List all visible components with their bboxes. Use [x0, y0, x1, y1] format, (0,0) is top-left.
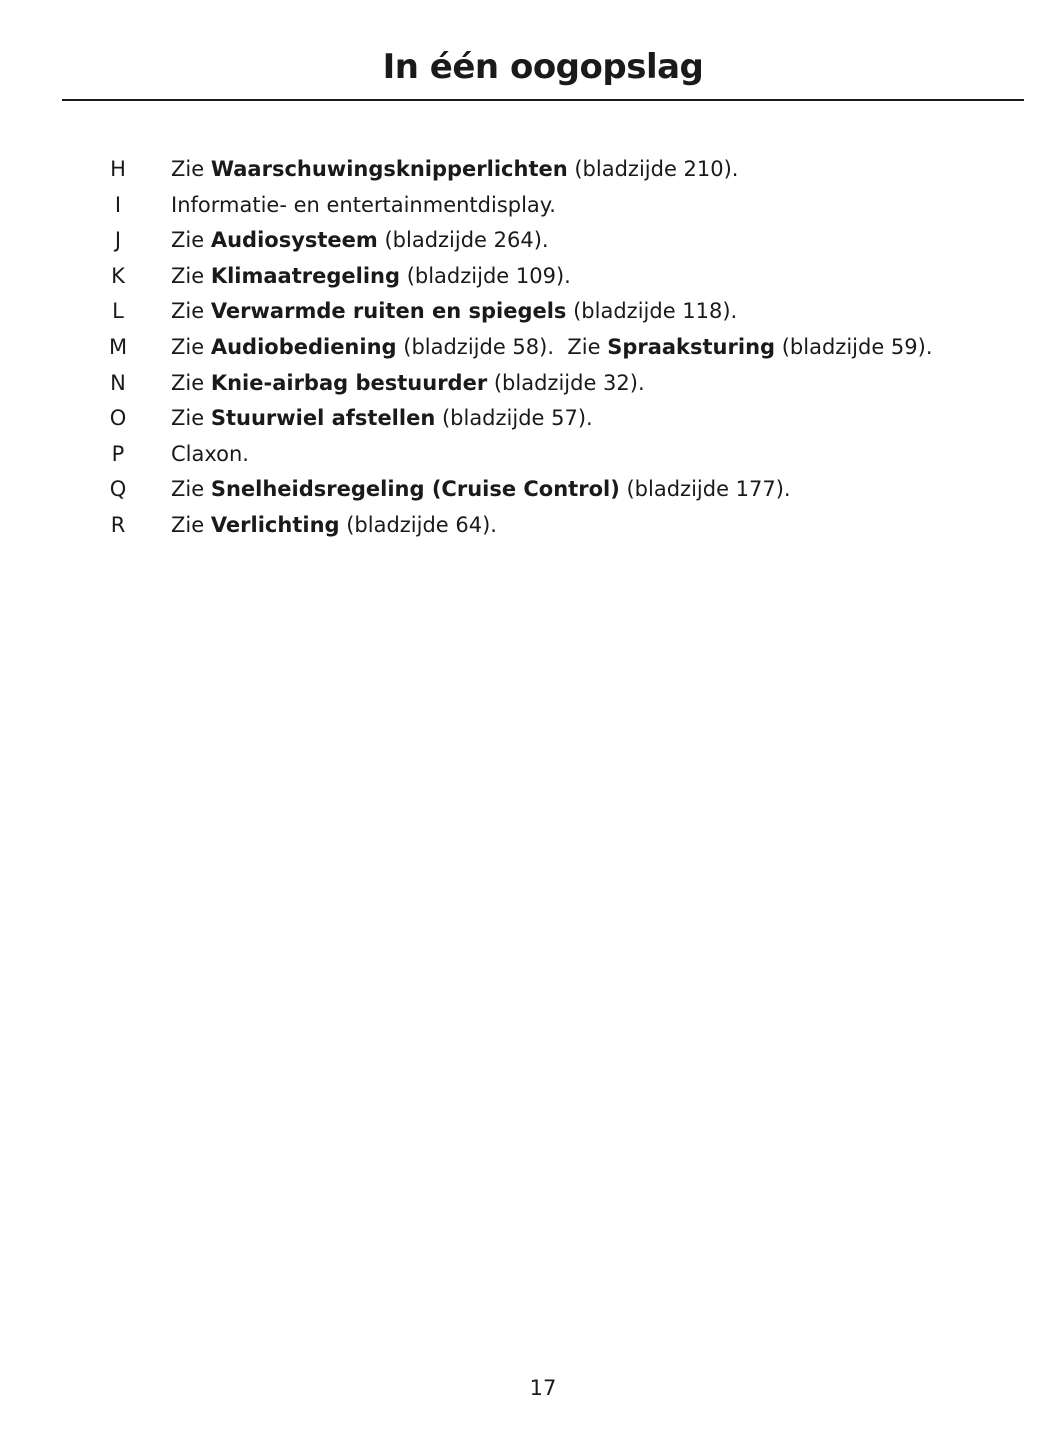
- legend-list: [0, 152, 1056, 544]
- legend-item-prefix: Claxon.: [171, 441, 249, 466]
- legend-item-text: [171, 401, 593, 437]
- legend-item-page-ref: (bladzijde 177).: [619, 477, 791, 502]
- legend-item-reference: Spraaksturing: [607, 334, 776, 359]
- legend-item: [0, 437, 1056, 473]
- legend-item: [0, 366, 1056, 402]
- legend-item-key: M: [108, 334, 128, 359]
- legend-item-prefix: Zie: [171, 334, 211, 359]
- legend-item: [0, 472, 1056, 508]
- legend-item-prefix: Zie: [171, 157, 211, 181]
- legend-item-text: [171, 472, 791, 508]
- legend-item-text: [171, 366, 645, 402]
- legend-item-prefix: Zie: [171, 263, 211, 288]
- legend-item-page-ref: (bladzijde 58).: [396, 334, 555, 359]
- legend-item-reference: Verwarmde ruiten en spiegels: [210, 299, 567, 324]
- legend-item: [0, 508, 1056, 544]
- legend-item-key: Q: [109, 477, 127, 502]
- legend-item-page-ref: (bladzijde 57).: [435, 406, 593, 431]
- legend-item-text: [171, 294, 737, 330]
- legend-item: [0, 188, 1056, 224]
- legend-item-key: K: [111, 263, 125, 288]
- legend-item-reference: Audiobediening: [210, 334, 397, 359]
- legend-item-reference: Knie-airbag bestuurder: [210, 370, 488, 395]
- legend-item-key: P: [111, 441, 125, 466]
- legend-item: [0, 294, 1056, 330]
- legend-item-key: N: [110, 370, 126, 395]
- legend-item-reference: Klimaatregeling: [210, 263, 401, 288]
- legend-item-page-ref: (bladzijde 32).: [487, 370, 645, 395]
- legend-item-key: J: [114, 228, 122, 253]
- title-divider: [62, 99, 1024, 101]
- legend-item: [0, 401, 1056, 437]
- legend-item-text: [171, 437, 249, 473]
- legend-item-page-ref: (bladzijde 109).: [400, 263, 571, 288]
- legend-item: [0, 330, 1056, 366]
- legend-item-text: [171, 330, 933, 366]
- legend-item-key: O: [109, 406, 127, 431]
- legend-item-reference: Waarschuwingsknipperlichten: [210, 157, 568, 181]
- page-number: 17: [529, 1376, 557, 1400]
- legend-item-prefix: Zie: [171, 477, 211, 502]
- legend-item-text: [171, 259, 571, 295]
- legend-item-prefix: Zie: [171, 370, 211, 395]
- legend-item-prefix: Zie: [554, 334, 608, 359]
- legend-item: [0, 152, 1056, 188]
- legend-item-page-ref: (bladzijde 59).: [775, 334, 933, 359]
- legend-item-reference: Stuurwiel afstellen: [210, 406, 436, 431]
- legend-item-prefix: Zie: [171, 228, 211, 253]
- legend-item-reference: Snelheidsregeling (Cruise Control): [210, 477, 620, 502]
- legend-item-page-ref: (bladzijde 118).: [566, 299, 738, 324]
- legend-item-text: [171, 508, 497, 544]
- legend-item-reference: Verlichting: [210, 512, 340, 537]
- page-title: In één oogopslag: [382, 47, 704, 87]
- legend-item-text: [171, 188, 556, 224]
- legend-item-page-ref: (bladzijde 264).: [377, 228, 549, 253]
- legend-item-reference: Audiosysteem: [210, 228, 378, 253]
- legend-item: [0, 259, 1056, 295]
- legend-item-prefix: Zie: [171, 406, 211, 431]
- legend-item-text: [171, 223, 549, 259]
- legend-item-key: I: [114, 192, 122, 217]
- legend-item-text: [171, 152, 739, 188]
- legend-item-key: R: [110, 512, 126, 537]
- legend-item: [0, 223, 1056, 259]
- legend-item-page-ref: (bladzijde 64).: [339, 512, 497, 537]
- legend-item-prefix: Zie: [171, 512, 211, 537]
- legend-item-key: L: [112, 299, 124, 324]
- legend-item-prefix: Informatie- en entertainmentdisplay.: [171, 192, 556, 217]
- legend-item-page-ref: (bladzijde 210).: [567, 157, 739, 181]
- legend-item-key: H: [110, 157, 126, 181]
- legend-item-prefix: Zie: [171, 299, 211, 324]
